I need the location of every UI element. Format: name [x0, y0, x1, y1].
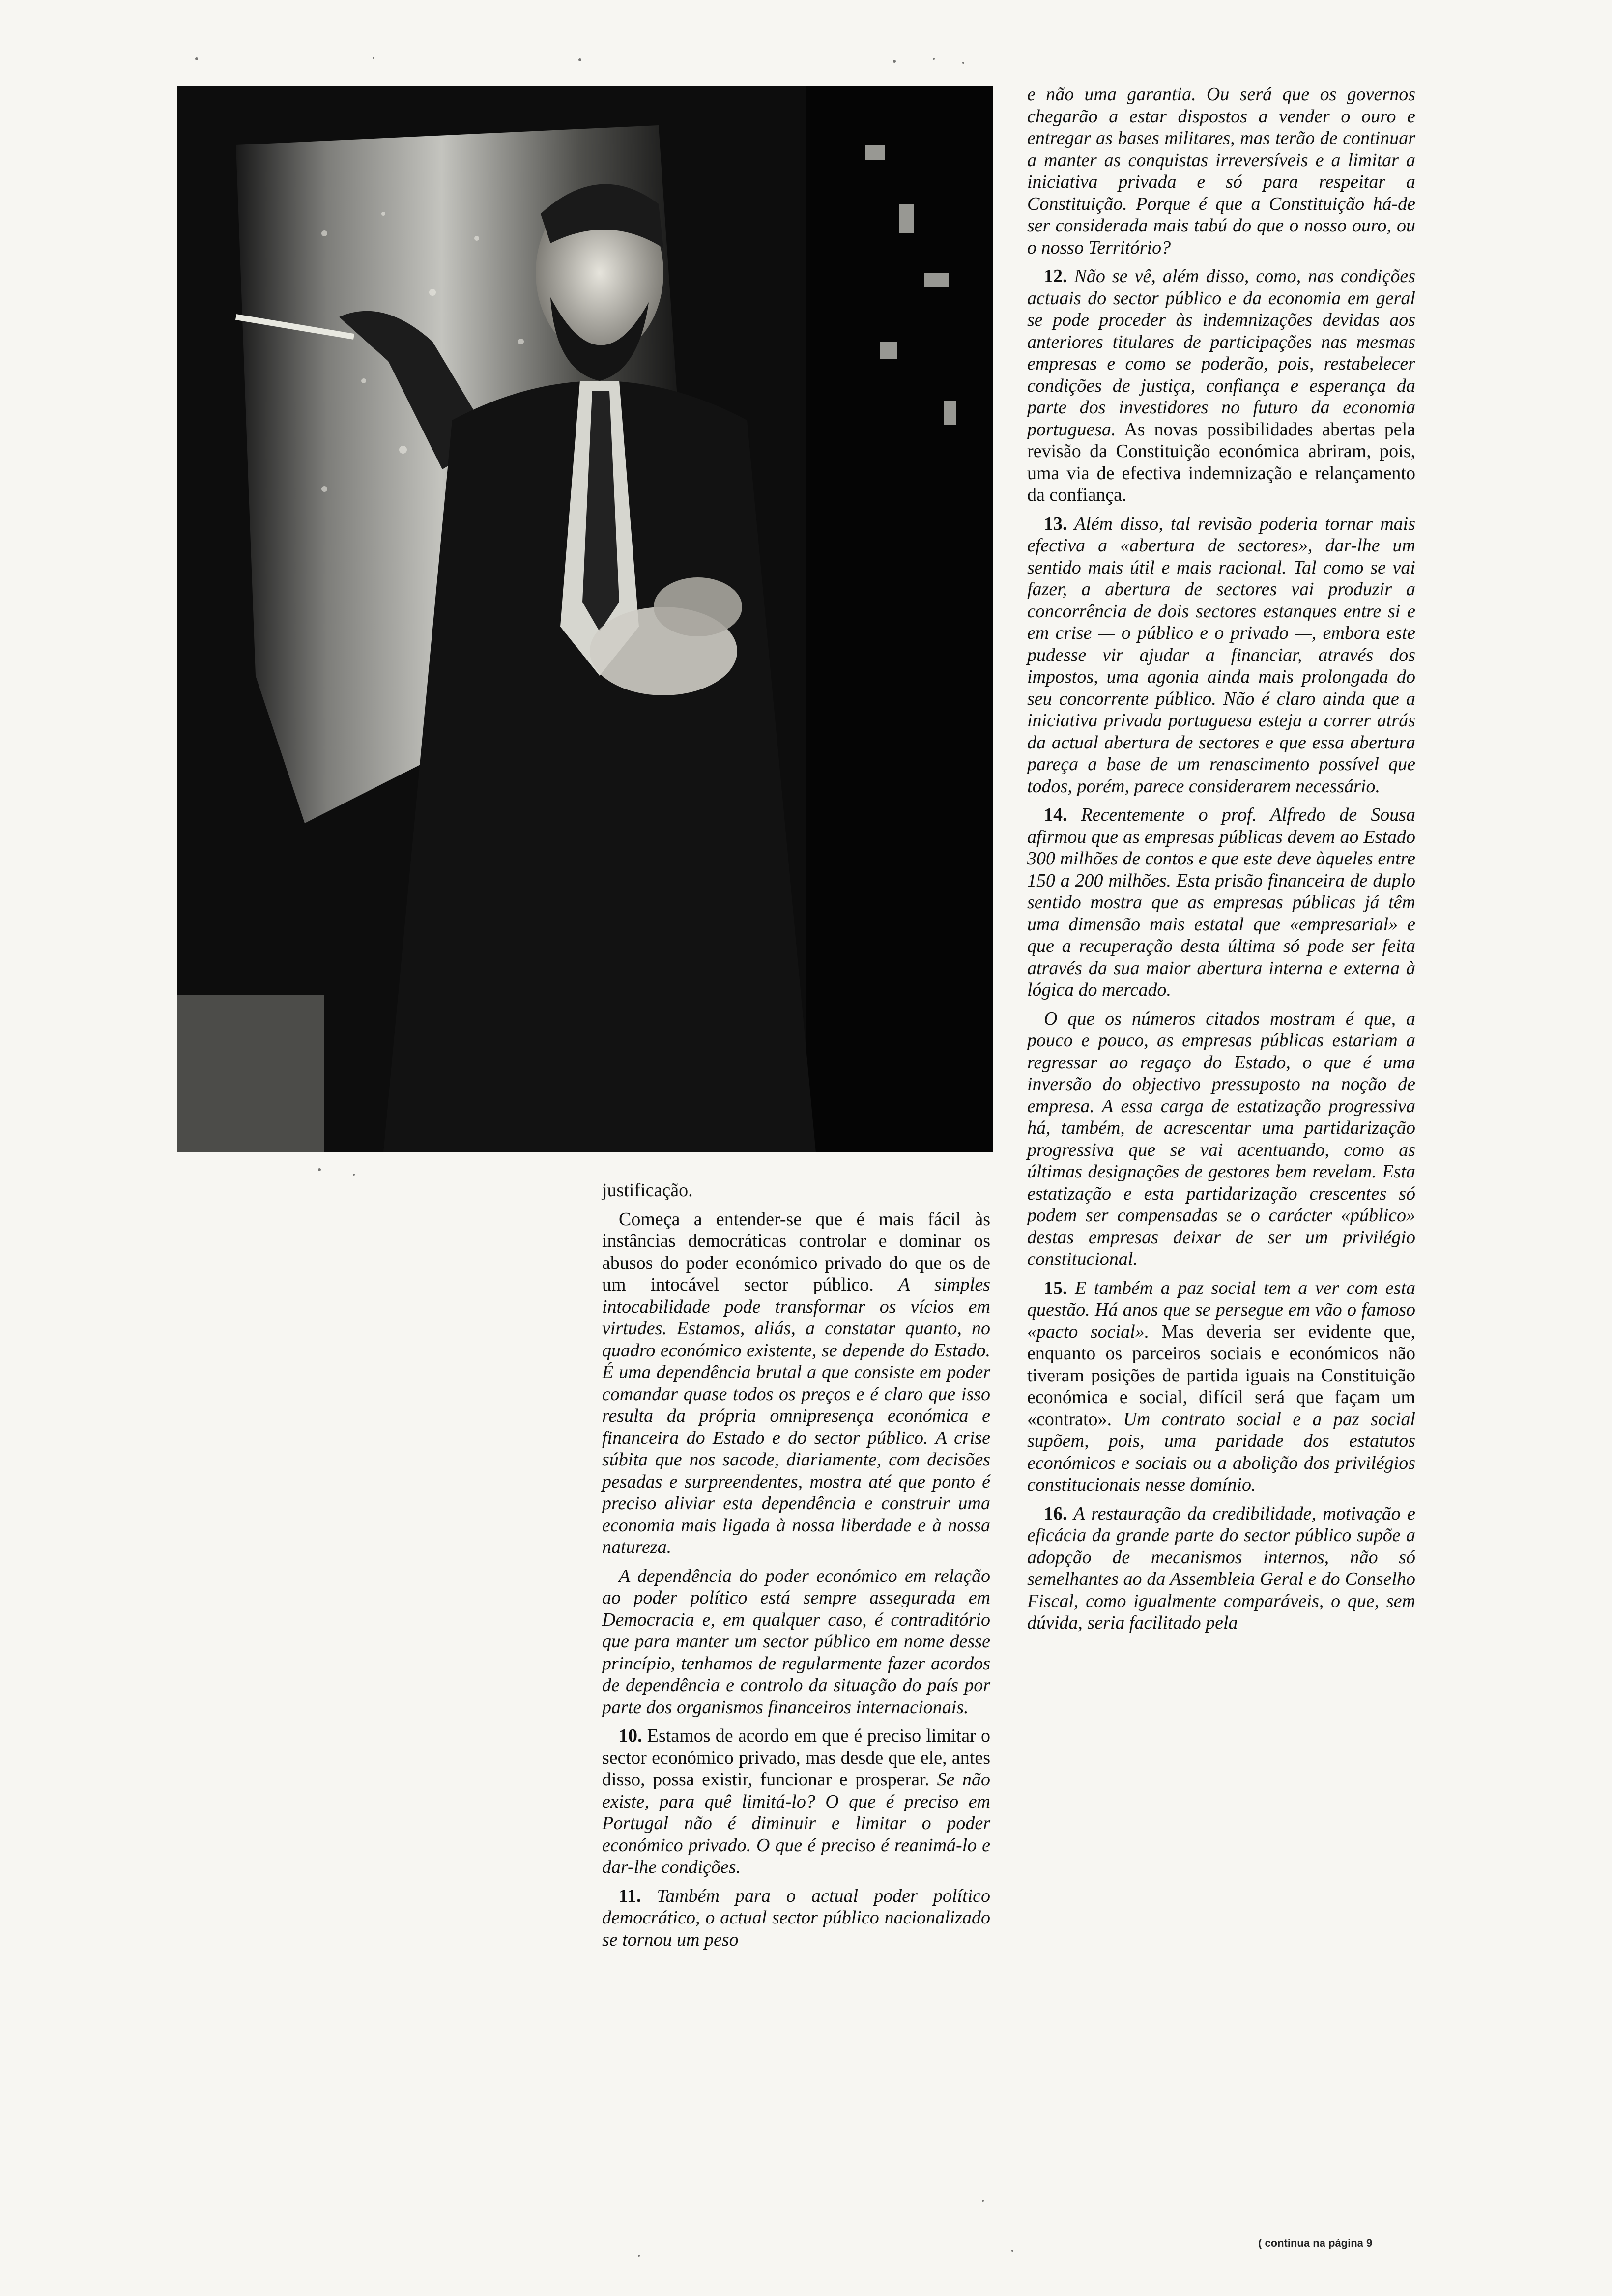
- paragraph-10: 10. Estamos de acordo em que é preciso limitar o sector económico privado, mas desde que ele, antes disso, possa existir, funcionar e prosperar. Se não existe, para quê limitá-lo? O que é preciso em Portugal não é diminuir e limitar o poder económico privado. O que é preciso é reanimá-lo e dar-lhe condições.: [602, 1725, 991, 1877]
- photo-image: [177, 86, 993, 1152]
- photo: [177, 86, 993, 1152]
- article-column-middle: [602, 1179, 990, 1951]
- paragraph-dependencia: A dependência do poder económico em relação ao poder político está sempre assegurada em Democracia e, em qualquer caso, é contraditório que para manter um sector público em nome desse princípio, tenhamos de regularmente fazer acordos de dependência e controlo da situação do país por parte dos organismos financeiros internacionais.: [602, 1565, 990, 1718]
- continued-note: ( continua na página 9: [1258, 2237, 1373, 2249]
- paragraph-14: 14. Recentemente o prof. Alfredo de Sousa afirmou que as empresas públicas devem ao Estado 300 milhões de contos e que este deve àqueles entre 150 a 200 milhões. Esta prisão financeira de duplo sentido mostra que as empresas públicas já têm uma dimensão mais estatal que «empresarial» e que a recuperação desta última só pode ser feita através da sua maior abertura interna e externa à lógica do mercado.: [1027, 804, 1415, 1000]
- paragraph-13: 13. Além disso, tal revisão poderia tornar mais efectiva a «abertura de sectores», dar-lhe um sentido mais útil e mais racional. Tal como se vai fazer, a abertura de sectores vai produzir a concorrência de dois sectores estanques entre si e em crise — o público e o privado —, embora este pudesse vir ajudar a financiar, através dos impostos, uma agonia ainda mais prolongada do seu concorrente público. Não é claro ainda que a iniciativa privada portuguesa esteja a correr atrás da actual abertura de sectores e que essa abertura pareça a base de um renascimento possível que todos, porém, parece considerarem necessário.: [1027, 513, 1415, 797]
- paragraph-11: 11. Também para o actual poder político democrático, o actual sector público nacionalizado se tornou um peso: [602, 1885, 991, 1950]
- paragraph-continuation: e não uma garantia. Ou será que os governos chegarão a estar dispostos a vender o ouro e entregar as bases militares, mas terão de continuar a manter as conquistas irreversíveis e a limitar a iniciativa privada e só para respeitar a Constituição. Porque é que a Constituição há-de ser considerada mais tabú do que o nosso ouro, ou o nosso Território?: [1027, 84, 1415, 258]
- paragraph-15: 15. E também a paz social tem a ver com esta questão. Há anos que se persegue em vão o famoso «pacto social». Mas deveria ser evidente que, enquanto os parceiros sociais e económicos não tiveram posições de partida iguais na Constituição económica e social, difícil será que façam um «contrato». Um contrato social e a paz social supõem, pois, uma paridade dos estatutos económicos e sociais ou a abolição dos privilégios constitucionais nesse domínio.: [1027, 1277, 1415, 1495]
- paragraph-16: 16. A restauração da credibilidade, motivação e eficácia da grande parte do sector público supõe a adopção de mecanismos internos, não só semelhantes ao da Assembleia Geral e do Conselho Fiscal, como igualmente comparáveis, o que, sem dúvida, seria facilitado pela: [1027, 1503, 1415, 1633]
- paragraph-12: 12. Não se vê, além disso, como, nas condições actuais do sector público e da economia em geral se pode proceder às indemnizações devidas aos anteriores titulares de participações nas mesmas empresas e como se poderão, pois, restabelecer condições de justiça, confiança e esperança da parte dos investidores no futuro da economia portuguesa. As novas possibilidades abertas pela revisão da Constituição económica abriram, pois, uma via de efectiva indemnização e relançamento da confiança.: [1027, 266, 1416, 505]
- paragraph-comeca: Começa a entender-se que é mais fácil às instâncias democráticas controlar e dominar os abusos do poder económico privado do que os de um intocável sector público. A simples intocabilidade pode transformar os vícios em virtudes. Estamos, aliás, a constatar quanto, no quadro económico existente, se depende do Estado. É uma dependência brutal a que consiste em poder comandar quase todos os preços e é claro que isso resulta da própria omnipresença económica e financeira do Estado e do sector público. A crise súbita que nos sacode, diariamente, com decisões pesadas e surpreendentes, mostra até que ponto é preciso aliviar esta dependência e construir uma economia mais ligada à nossa liberdade e à nossa natureza.: [602, 1208, 991, 1557]
- paragraph-numbers: O que os números citados mostram é que, a pouco e pouco, as empresas públicas estariam a regressar ao regaço do Estado, o que é uma inversão do objectivo pressuposto na noção de empresa. A essa carga de estatização progressiva há, também, de acrescentar uma partidarização progressiva que se vai acentuando, como as últimas designações de gestores bem revelam. Esta estatização e esta partidarização crescentes só podem ser compensadas se o carácter «público» destas empresas deixar de ser um privilégio constitucional.: [1027, 1008, 1415, 1269]
- paragraph-justificacao: justificação.: [602, 1180, 693, 1201]
- article-column-right: [1027, 84, 1415, 1634]
